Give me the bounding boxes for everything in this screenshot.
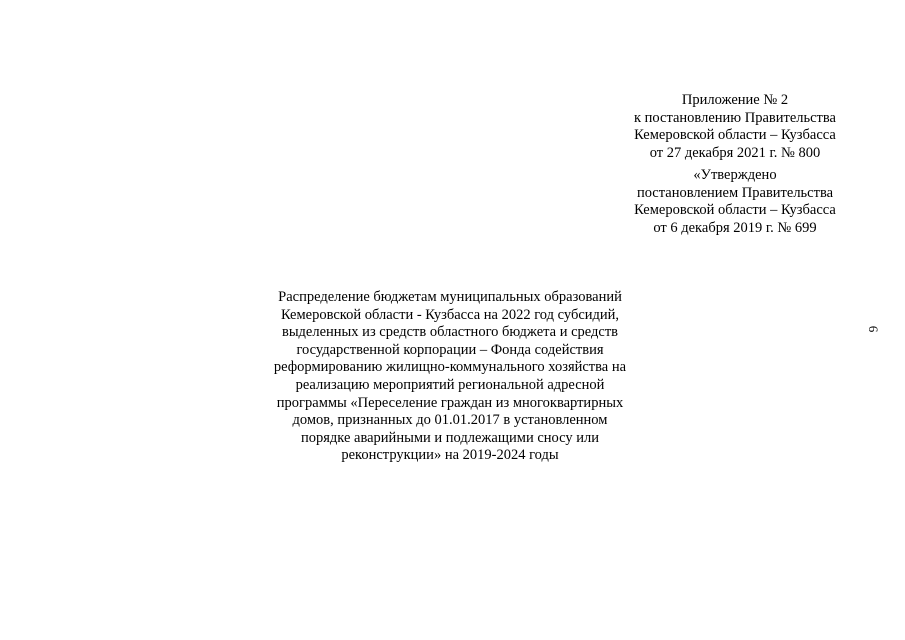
appendix-line-2: к постановлению Правительства [634, 109, 836, 126]
appendix-line-1: Приложение № 2 [681, 92, 789, 108]
title-line-3: выделенных из средств областного бюджета и средств [281, 324, 619, 341]
approval-line-1: «Утверждено [693, 167, 777, 183]
approval-line-2: постановлением Правительства [636, 184, 834, 201]
title-line-7: программы «Переселение граждан из многоквартирных [276, 394, 624, 411]
title-line-2: Кемеровской области - Кузбасса на 2022 год субсидий, [280, 306, 620, 323]
approval-line-3: Кемеровской области – Кузбасса [634, 202, 836, 219]
title-line-1: Распределение бюджетам муниципальных образований [278, 289, 622, 305]
title-line-6: реализацию мероприятий региональной адресной [295, 376, 605, 393]
document-title [250, 289, 650, 465]
appendix-line-3: Кемеровской области – Кузбасса [634, 127, 836, 144]
approval-line-4: от 6 декабря 2019 г. № 699 [653, 219, 817, 236]
title-line-8: домов, признанных до 01.01.2017 в установленном [292, 412, 608, 429]
appendix-line-4: от 27 декабря 2021 г. № 800 [649, 144, 821, 161]
title-line-9: порядке аварийными и подлежащими сносу или [300, 429, 600, 446]
title-line-4: государственной корпорации – Фонда содействия [296, 341, 604, 358]
approval-note [625, 167, 845, 237]
title-line-5: реформированию жилищно-коммунального хозяйства на [273, 359, 627, 376]
appendix-header [625, 92, 845, 162]
page-number: 6 [866, 325, 881, 333]
title-line-10: реконструкции» на 2019-2024 годы [341, 447, 559, 464]
